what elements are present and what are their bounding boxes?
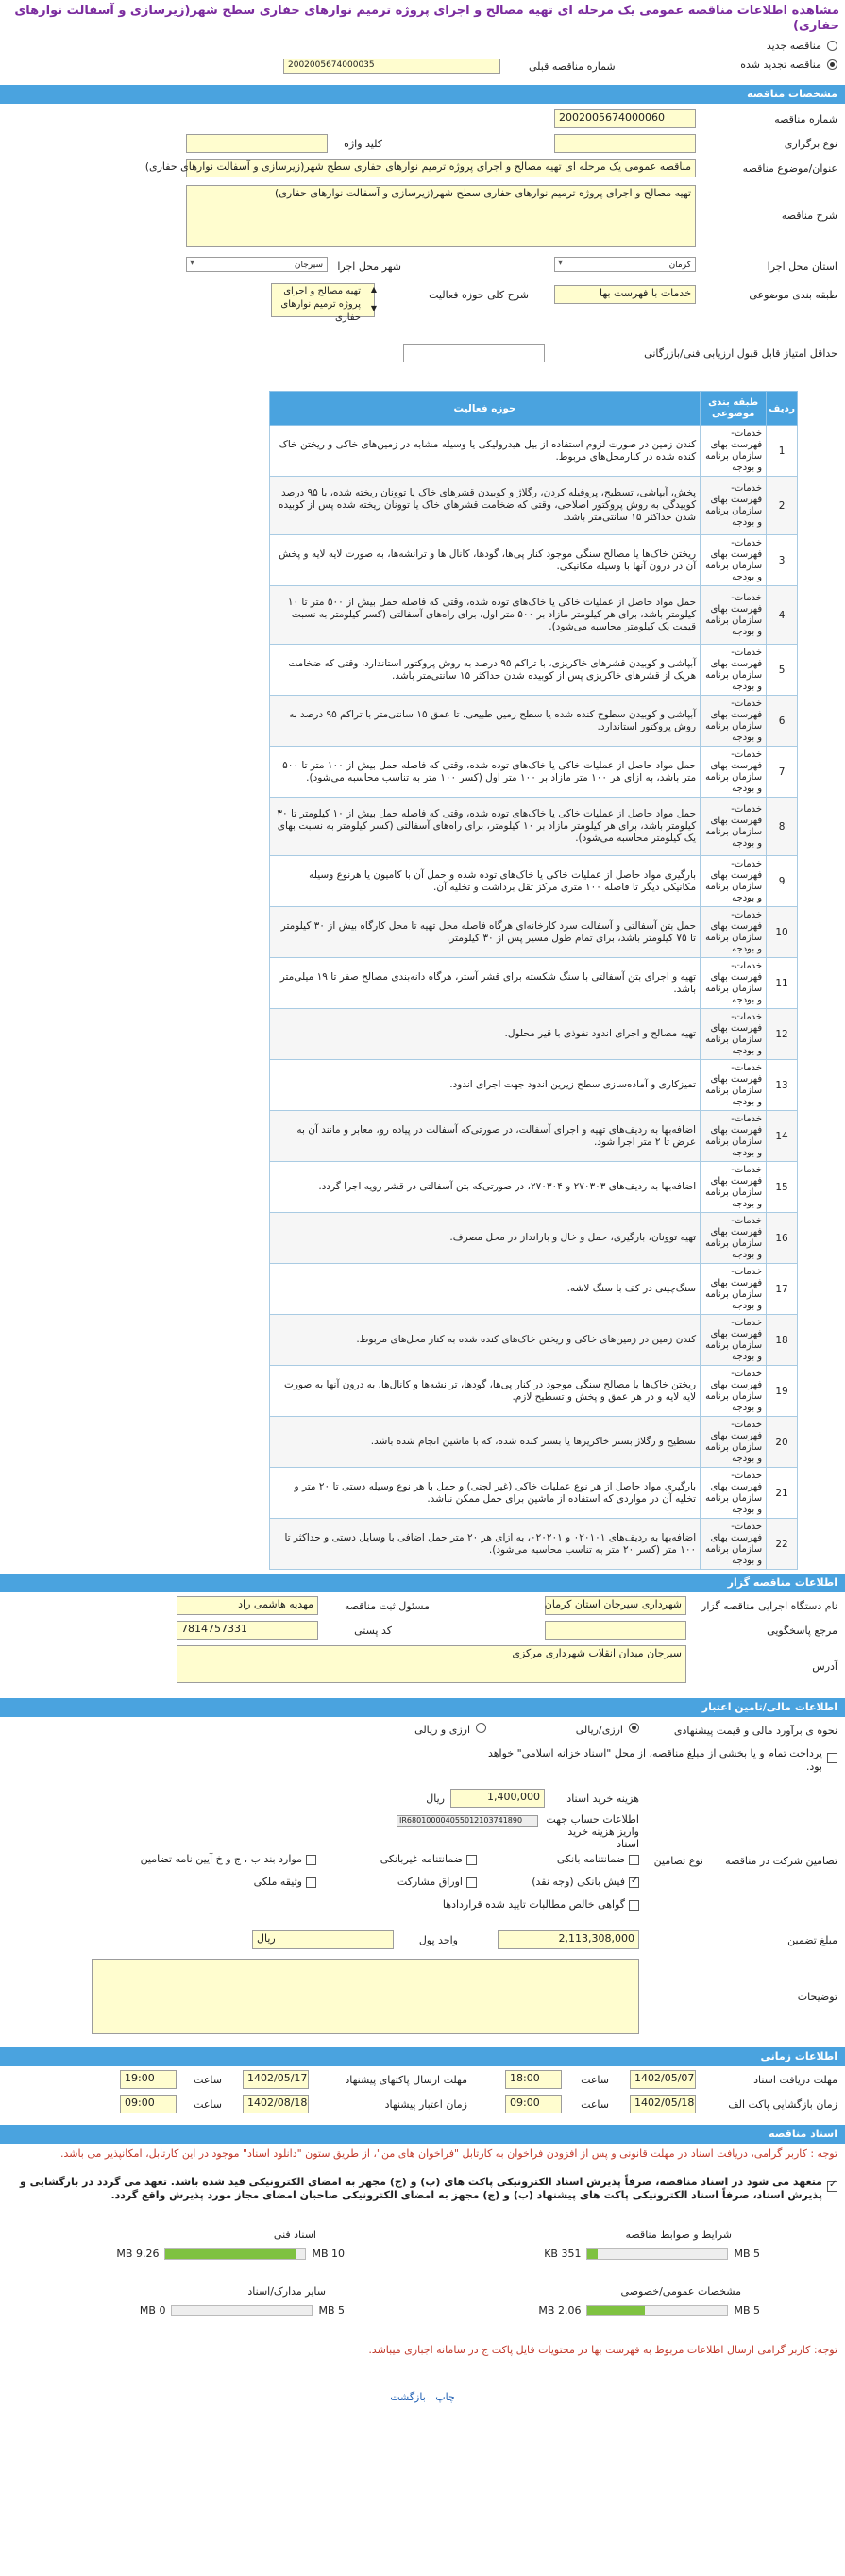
- tender-number-field: 2002005674000060: [554, 109, 696, 128]
- row-number: 11: [767, 958, 798, 1009]
- fee-unit: ریال: [426, 1793, 445, 1805]
- ref-label: مرجع پاسخگویی: [767, 1625, 837, 1637]
- tech-size: 9.26 MB: [116, 2248, 160, 2260]
- table-row: [270, 1111, 798, 1162]
- keyword-field: [186, 134, 328, 153]
- table-row: [270, 1417, 798, 1468]
- postal-label: کد پستی: [354, 1625, 392, 1637]
- address-field: سیرجان میدان انقلاب شهرداری مرکزی: [177, 1645, 686, 1683]
- submit-time: 19:00: [120, 2070, 177, 2089]
- row-activity: تهیه مصالح و اجرای اندود نفوذی با قیر محلول.: [270, 1009, 701, 1060]
- submit-label: مهلت ارسال پاکتهای پیشنهاد: [345, 2074, 467, 2086]
- row-number: 14: [767, 1111, 798, 1162]
- docs-note-1: توجه : کاربر گرامی، دریافت اسناد در مهلت قانونی و پس از افزودن فراخوان به کارتابل "فراخوان های من"، از طریق ستون "دانلود اسناد" موجود در این کارتابل، امکانپذیر می باشد.: [59, 2147, 837, 2160]
- row-category: خدمات-فهرست بهای سازمان برنامه و بودجه: [701, 645, 767, 696]
- row-category: خدمات-فهرست بهای سازمان برنامه و بودجه: [701, 1111, 767, 1162]
- row-number: 16: [767, 1213, 798, 1264]
- finance-desc-field: [92, 1959, 639, 2034]
- back-link[interactable]: بازگشت: [390, 2391, 426, 2403]
- description-field: تهیه مصالح و اجرای پروژه ترمیم نوارهای حفاری سطح شهر(زیرسازی و آسفالت نوارهای حفاری): [186, 185, 696, 247]
- table-row: [270, 1009, 798, 1060]
- estimate-opt1[interactable]: ارزی/ریالی: [576, 1723, 639, 1736]
- row-number: 13: [767, 1060, 798, 1111]
- holding-type-label: نوع برگزاری: [784, 138, 837, 150]
- subject-field: مناقصه عمومی یک مرحله ای تهیه مصالح و اجرای پروژه ترمیم نوارهای حفاری سطح شهر(زیرسازی و آسفالت نوارهای حفاری): [186, 159, 696, 177]
- city-select: سیرجان ▾: [186, 257, 328, 272]
- row-number: 8: [767, 798, 798, 856]
- general-size: 2.06 MB: [538, 2304, 582, 2316]
- row-category: خدمات-فهرست بهای سازمان برنامه و بودجه: [701, 1264, 767, 1315]
- open-label: زمان بازگشایی پاکت الف: [728, 2098, 837, 2111]
- table-row: [270, 798, 798, 856]
- row-category: خدمات-فهرست بهای سازمان برنامه و بودجه: [701, 1213, 767, 1264]
- subject-label: عنوان/موضوع مناقصه: [742, 162, 837, 175]
- section-organizer: اطلاعات مناقصه گزار: [0, 1574, 845, 1592]
- province-select: کرمان ▾: [554, 257, 696, 272]
- valid-time-label: ساعت: [194, 2098, 222, 2111]
- row-activity: ریختن خاک‌ها یا مصالح سنگی موجود کنار پی‌ها، گودها، کانال ها و ترانشه‌ها، به صورت لایه لایه و پخش آن در درون آنها با وسیله مکانیکی.: [270, 535, 701, 586]
- row-category: خدمات-فهرست بهای سازمان برنامه و بودجه: [701, 958, 767, 1009]
- description-label: شرح مناقصه: [781, 210, 837, 222]
- row-activity: حمل بتن آسفالتی و آسفالت سرد کارخانه‌ای هرگاه فاصله محل تهیه تا محل کارگاه بیش از ۳۰ کیلومتر تا ۷۵ کیلومتر باشد، برای تمام طول مسیر پس از ۳۰ کیلومتر.: [270, 907, 701, 958]
- col-activity: حوزه فعالیت: [270, 392, 701, 426]
- treasury-note: پرداخت تمام و یا بخشی از مبلغ مناقصه، از محل "اسناد خزانه اسلامی" خواهد بود.: [487, 1747, 822, 1773]
- section-docs: اسناد مناقصه: [0, 2125, 845, 2144]
- section-timing: اطلاعات زمانی: [0, 2047, 845, 2066]
- row-activity: آبپاشی و کوبیدن سطوح کنده شده یا سطح زمین طبیعی، تا عمق ۱۵ سانتی‌متر با تراکم ۹۵ درصد به روش پروکتور استاندارد.: [270, 696, 701, 747]
- table-row: [270, 645, 798, 696]
- row-category: خدمات-فهرست بهای سازمان برنامه و بودجه: [701, 426, 767, 477]
- guarantee-label: تضامین شرکت در مناقصه: [725, 1855, 837, 1867]
- row-number: 1: [767, 426, 798, 477]
- conditions-max: 5 MB: [734, 2248, 760, 2260]
- row-activity: سنگ‌چینی در کف با سنگ لاشه.: [270, 1264, 701, 1315]
- other-bar: [140, 2304, 345, 2316]
- guarantee-bonds[interactable]: اوراق مشارکت: [397, 1876, 477, 1888]
- fee-field: 1,400,000: [450, 1789, 545, 1808]
- table-row: [270, 1519, 798, 1570]
- fee-label: هزینه خرید اسناد: [566, 1793, 639, 1805]
- valid-label: زمان اعتبار پیشنهاد: [384, 2098, 467, 2111]
- amount-label: مبلغ تضمین: [787, 1934, 837, 1946]
- row-category: خدمات-فهرست بهای سازمان برنامه و بودجه: [701, 1366, 767, 1417]
- row-category: خدمات-فهرست بهای سازمان برنامه و بودجه: [701, 1162, 767, 1213]
- category-label: طبقه بندی موضوعی: [749, 289, 837, 301]
- row-activity: حمل مواد حاصل از عملیات خاکی یا خاک‌های توده شده، وقتی که فاصله حمل بیش از ۵۰۰ متر تا ۱۰ کیلومتر باشد، برای هر کیلومتر مازاد بر ۵۰۰ متر اول، برای راه‌های آسفالتی (کسر کیلومتر به نسبت قیمت یک کیلومتر محاسبه می‌شود).: [270, 586, 701, 645]
- general-fill: [587, 2306, 645, 2315]
- tech-label: اسناد فنی: [273, 2229, 316, 2241]
- guarantee-other[interactable]: موارد بند ب ، ج و خ آیین نامه تضامین: [141, 1853, 316, 1865]
- row-activity: کندن زمین در صورت لزوم استفاده از بیل هیدرولیکی یا وسیله مشابه در زمین‌های خاکی و ریختن خاک کنده شده در کنارمحل‌های مربوط.: [270, 426, 701, 477]
- row-activity: تمیزکاری و آماده‌سازی سطح زیرین اندود جهت اجرای اندود.: [270, 1060, 701, 1111]
- activity-field: تهیه مصالح و اجرای پروژه ترمیم نوارهای حفاری: [271, 283, 375, 317]
- row-category: خدمات-فهرست بهای سازمان برنامه و بودجه: [701, 1009, 767, 1060]
- footer-links: [0, 2391, 845, 2403]
- row-number: 3: [767, 535, 798, 586]
- table-row: [270, 1264, 798, 1315]
- row-number: 18: [767, 1315, 798, 1366]
- section-finance: اطلاعات مالی/تامین اعتبار: [0, 1698, 845, 1717]
- row-activity: تسطیح و رگلاژ بستر خاکریزها یا بستر کنده شده، که با ماشین انجام شده باشد.: [270, 1417, 701, 1468]
- ref-field: [545, 1621, 686, 1640]
- row-category: خدمات-فهرست بهای سازمان برنامه و بودجه: [701, 747, 767, 798]
- row-category: خدمات-فهرست بهای سازمان برنامه و بودجه: [701, 1060, 767, 1111]
- tech-bar: [116, 2248, 345, 2260]
- table-row: [270, 1162, 798, 1213]
- row-activity: پخش، آبپاشی، تسطیح، پروفیله کردن، رگلاژ و کوبیدن قشرهای خاک یا توونان ریخته شده، با ۹۵ درصد کوبیدگی به روش پروکتور اصلاحی، وقتی که ضخامت قشرهای خاک یا توونان ریخته شده پس از کوبیده شدن حداکثر ۱۵ سانتی‌متر باشد.: [270, 477, 701, 535]
- guarantee-property[interactable]: وثیقه ملکی: [254, 1876, 316, 1888]
- commit-checkbox[interactable]: [827, 2181, 837, 2192]
- estimate-label: نحوه ی برآورد مالی و قیمت پیشنهادی: [673, 1725, 837, 1737]
- docs-note-2: متعهد می شود در اسناد مناقصه، صرفاً پذیرش اسناد الکترونیکی پاکت های (ب) و (ج) مجهز به امضای الکترونیکی قید شده باشد. تعهد می گردد در بارگشایی و پذیرش اسناد، صرفاً اسناد الکترونیکی پاکت های پیشنهاد (ب) و (ج) مجهز به امضای الکترونیکی صاحبان امضای مجاز مورد پذیرش واقع گردد.: [20, 2176, 822, 2201]
- table-row: [270, 856, 798, 907]
- radio-new-label: مناقصه جدید: [766, 39, 821, 52]
- open-date: 1402/05/18: [630, 2095, 696, 2113]
- treasury-checkbox[interactable]: [827, 1753, 837, 1763]
- table-row: [270, 747, 798, 798]
- row-activity: اضافه‌بها به ردیف‌های ۲۷۰۳۰۳ و ۲۷۰۳۰۴، در صورتی‌که بتن آسفالتی در قشر رویه اجرا گردد.: [270, 1162, 701, 1213]
- valid-date: 1402/08/18: [243, 2095, 309, 2113]
- holding-type-field: [554, 134, 696, 153]
- row-category: خدمات-فهرست بهای سازمان برنامه و بودجه: [701, 1417, 767, 1468]
- radio-renewed-icon[interactable]: [827, 59, 837, 70]
- table-row: [270, 1468, 798, 1519]
- table-row: [270, 535, 798, 586]
- manager-field: مهدیه هاشمی راد: [177, 1596, 318, 1615]
- valid-time: 09:00: [120, 2095, 177, 2113]
- city-label: شهر محل اجرا: [337, 261, 401, 273]
- table-row: [270, 586, 798, 645]
- row-number: 22: [767, 1519, 798, 1570]
- other-label: سایر مدارک/اسناد: [247, 2285, 326, 2298]
- submit-time-label: ساعت: [194, 2074, 222, 2086]
- activity-label: شرح کلی حوزه فعالیت: [429, 289, 529, 301]
- row-activity: آبپاشی و کوبیدن قشرهای خاکریزی، با تراکم ۹۵ درصد به روش پروکتور استاندارد، وقتی که ضخامت هریک از قشرهای خاکریزی پس از کوبیده شدن حداکثر ۱۵ سانتی‌متر باشد.: [270, 645, 701, 696]
- table-row: [270, 958, 798, 1009]
- docs-note-3: توجه: کاربر گرامی ارسال اطلاعات مربوط به فهرست بها در محتویات فایل پاکت ج در سامانه اجباری میباشد.: [368, 2344, 837, 2356]
- section-specs: مشخصات مناقصه: [0, 85, 845, 104]
- prev-tender-field: 2002005674000035: [283, 59, 500, 74]
- row-number: 9: [767, 856, 798, 907]
- table-row: [270, 696, 798, 747]
- general-label: مشخصات عمومی/خصوصی: [620, 2285, 741, 2298]
- tech-fill: [165, 2249, 296, 2259]
- row-number: 15: [767, 1162, 798, 1213]
- radio-renewed-label: مناقصه تجدید شده: [740, 58, 821, 71]
- scroll-up-icon[interactable]: ▲: [370, 285, 377, 294]
- print-link[interactable]: چاپ: [435, 2391, 455, 2403]
- row-category: خدمات-فهرست بهای سازمان برنامه و بودجه: [701, 696, 767, 747]
- row-number: 17: [767, 1264, 798, 1315]
- guarantee-cash[interactable]: ✓فیش بانکی (وجه نقد): [532, 1876, 639, 1888]
- row-number: 19: [767, 1366, 798, 1417]
- conditions-size: 351 KB: [544, 2248, 582, 2260]
- guarantee-nonbank[interactable]: ضمانتنامه غیربانکی: [380, 1853, 477, 1865]
- tech-max: 10 MB: [312, 2248, 345, 2260]
- row-activity: بارگیری مواد حاصل از عملیات خاکی یا خاک‌های توده شده و حمل آن با کامیون یا هرنوع وسیله مکانیکی دیگر تا فاصله ۱۰۰ متری مرکز ثقل برداشت و تخلیه آن.: [270, 856, 701, 907]
- table-row: [270, 1315, 798, 1366]
- table-row: [270, 907, 798, 958]
- row-number: 6: [767, 696, 798, 747]
- province-label: استان محل اجرا: [767, 261, 837, 273]
- activity-table: [269, 391, 798, 1570]
- postal-field: 7814757331: [177, 1621, 318, 1640]
- recv-time: 18:00: [505, 2070, 562, 2089]
- estimate-opt2[interactable]: ارزی و ریالی: [414, 1723, 486, 1736]
- row-activity: حمل مواد حاصل از عملیات خاکی یا خاک‌های توده شده، وقتی که فاصله حمل بیش از ۱۰۰ متر تا ۵۰۰ متر باشد، به ازای هر ۱۰۰ متر مازاد بر ۱۰۰ متر اول (کسر ۱۰۰ متر به تناسب محاسبه می‌شود).: [270, 747, 701, 798]
- conditions-fill: [587, 2249, 597, 2259]
- row-category: خدمات-فهرست بهای سازمان برنامه و بودجه: [701, 1468, 767, 1519]
- row-category: خدمات-فهرست بهای سازمان برنامه و بودجه: [701, 535, 767, 586]
- row-activity: ریختن خاک‌ها یا مصالح سنگی موجود در کنار پی‌ها، گودها، ترانشه‌ها و کانال‌ها، به درون آنها به صورت لایه لایه و در هر عمق و پخش و تسطیح لازم.: [270, 1366, 701, 1417]
- finance-desc-label: توضیحات: [797, 1991, 837, 2003]
- min-score-field: [403, 344, 545, 362]
- general-max: 5 MB: [734, 2304, 760, 2316]
- account-label: اطلاعات حساب جهت واریز هزینه خرید اسناد: [546, 1813, 639, 1850]
- row-activity: تهیه و اجرای بتن آسفالتی با سنگ شکسته برای قشر آستر، هرگاه دانه‌بندی مصالح صفر تا ۱۹ میلی‌متر باشد.: [270, 958, 701, 1009]
- row-activity: بارگیری مواد حاصل از هر نوع عملیات خاکی (غیر لجنی) و حمل با هر نوع وسیله دستی تا ۲۰ متر و تخلیه آن در مواردی که استفاده از ماشین برای حمل ممکن نباشد.: [270, 1468, 701, 1519]
- row-number: 10: [767, 907, 798, 958]
- recv-time-label: ساعت: [581, 2074, 609, 2086]
- prev-tender-label: شماره مناقصه قبلی: [529, 60, 616, 73]
- open-time: 09:00: [505, 2095, 562, 2113]
- other-max: 5 MB: [318, 2304, 345, 2316]
- recv-date: 1402/05/07: [630, 2070, 696, 2089]
- conditions-label: شرایط و ضوابط مناقصه: [625, 2229, 732, 2241]
- row-number: 20: [767, 1417, 798, 1468]
- col-category: طبقه بندی موضوعی: [701, 392, 767, 426]
- amount-field: 2,113,308,000: [498, 1930, 639, 1949]
- manager-label: مسئول ثبت مناقصه: [344, 1600, 430, 1612]
- guarantee-bank[interactable]: ضمانتنامه بانکی: [557, 1853, 639, 1865]
- row-category: خدمات-فهرست بهای سازمان برنامه و بودجه: [701, 907, 767, 958]
- table-row: [270, 426, 798, 477]
- row-category: خدمات-فهرست بهای سازمان برنامه و بودجه: [701, 477, 767, 535]
- row-category: خدمات-فهرست بهای سازمان برنامه و بودجه: [701, 1315, 767, 1366]
- device-field: شهرداری سیرجان استان کرمان: [545, 1596, 686, 1615]
- currency-label: واحد پول: [418, 1934, 458, 1946]
- keyword-label: کلید واژه: [344, 138, 382, 150]
- general-bar: [538, 2304, 760, 2316]
- page-title: مشاهده اطلاعات مناقصه عمومی یک مرحله ای تهیه مصالح و اجرای پروژه ترمیم نوارهای حفاری سطح شهر(زیرسازی و آسفالت نوارهای حفاری): [14, 4, 839, 33]
- radio-new-icon[interactable]: [827, 41, 837, 51]
- table-row: [270, 1213, 798, 1264]
- currency-field: ریال: [252, 1930, 394, 1949]
- row-number: 5: [767, 645, 798, 696]
- row-activity: کندن زمین در زمین‌های خاکی و ریختن خاک‌های کنده شده به کنار محل‌های مربوط.: [270, 1315, 701, 1366]
- radio-new-tender[interactable]: [0, 36, 845, 55]
- category-field: خدمات با فهرست بها: [554, 285, 696, 304]
- table-row: [270, 1060, 798, 1111]
- device-label: نام دستگاه اجرایی مناقصه گزار: [701, 1600, 837, 1612]
- col-row: ردیف: [767, 392, 798, 426]
- row-category: خدمات-فهرست بهای سازمان برنامه و بودجه: [701, 586, 767, 645]
- open-time-label: ساعت: [581, 2098, 609, 2111]
- guarantee-type-label: نوع تضامین: [653, 1855, 703, 1867]
- row-activity: حمل مواد حاصل از عملیات خاکی یا خاک‌های توده شده، وقتی که فاصله حمل بیش از ۱۰ کیلومتر تا ۳۰ کیلومتر باشد، برای هر کیلومتر مازاد بر ۱۰ کیلومتر، برای راه‌های آسفالتی (کسر کیلومتر به نسبت بهای یک کیلومتر محاسبه می‌شود).: [270, 798, 701, 856]
- row-number: 7: [767, 747, 798, 798]
- row-number: 2: [767, 477, 798, 535]
- row-number: 21: [767, 1468, 798, 1519]
- row-number: 4: [767, 586, 798, 645]
- conditions-bar: [544, 2248, 760, 2260]
- row-activity: اضافه‌بها به ردیف‌های تهیه و اجرای آسفالت، در صورتی‌که آسفالت در پیاده رو، معابر و مانند آن به عرض تا ۲ متر اجرا شود.: [270, 1111, 701, 1162]
- account-field: IR680100004055012103741890: [397, 1815, 538, 1827]
- submit-date: 1402/05/17: [243, 2070, 309, 2089]
- row-activity: اضافه‌بها به ردیف‌های ۰۲۰۱۰۱ و ۰۲۰۲۰۱، به ازای هر ۲۰ متر حمل اضافی با وسایل دستی و حداکثر تا ۱۰۰ متر (کسر ۲۰ متر به تناسب محاسبه می‌شود).: [270, 1519, 701, 1570]
- min-score-label: حداقل امتیاز قابل قبول ارزیابی فنی/بازرگانی: [644, 347, 837, 360]
- tender-number-label: شماره مناقصه: [774, 113, 837, 126]
- row-category: خدمات-فهرست بهای سازمان برنامه و بودجه: [701, 1519, 767, 1570]
- row-category: خدمات-فهرست بهای سازمان برنامه و بودجه: [701, 856, 767, 907]
- row-category: خدمات-فهرست بهای سازمان برنامه و بودجه: [701, 798, 767, 856]
- other-size: 0 MB: [139, 2304, 166, 2316]
- row-activity: تهیه توونان، بارگیری، حمل و خال و بارانداز در محل مصرف.: [270, 1213, 701, 1264]
- address-label: آدرس: [812, 1660, 837, 1673]
- scroll-down-icon[interactable]: ▼: [370, 304, 377, 312]
- table-row: [270, 1366, 798, 1417]
- table-row: [270, 477, 798, 535]
- row-number: 12: [767, 1009, 798, 1060]
- guarantee-claims[interactable]: گواهی خالص مطالبات تایید شده قراردادها: [443, 1898, 639, 1911]
- recv-label: مهلت دریافت اسناد: [753, 2074, 837, 2086]
